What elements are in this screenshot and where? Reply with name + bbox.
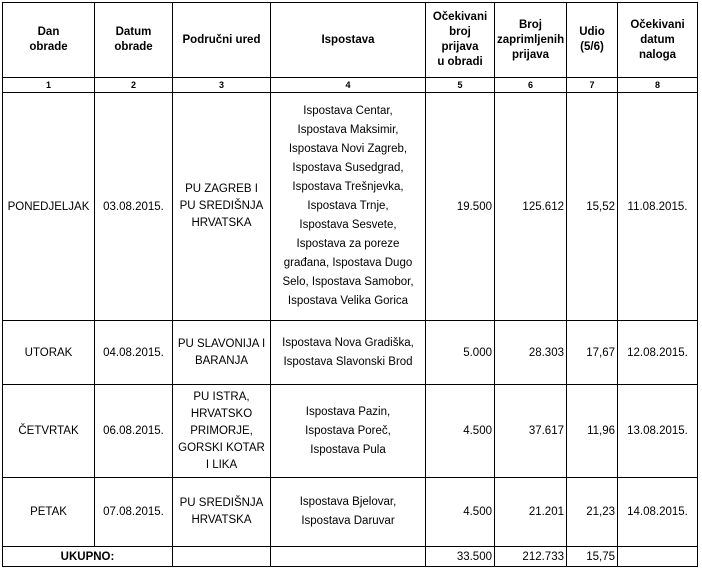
header-cell-udio [567,3,618,78]
ocekivani-cell: 19.500 [426,93,495,321]
text-line: (5/6) [580,41,604,53]
text-line: Ispostava Pazin, [305,405,391,418]
ocekivani-cell: 4.500 [426,478,495,547]
column-number: 1 [3,78,95,93]
text-line: Ispostava Nova Gradiška, [282,336,414,349]
udio-cell: 15,52 [567,93,618,321]
udio-cell: 21,23 [567,478,618,547]
ured-lines [175,336,268,370]
text-line: I LIKA [205,458,238,471]
text-line: PU ISTRA, [193,390,250,403]
ispostava-lines [273,403,423,460]
datum-naloga-cell: 14.08.2015. [618,478,698,547]
udio-cell: 11,96 [567,385,618,478]
dan-cell: UTORAK [3,321,95,385]
text-line: Selo, Ispostava Samobor, [282,276,414,288]
ispostava-lines [273,334,423,372]
ured-lines [175,495,268,529]
ispostava-cell [271,93,426,321]
datum-cell: 07.08.2015. [95,478,173,547]
ispostava-cell [271,478,426,547]
text-line: Ispostava Velika Gorica [287,295,409,307]
text-line: građana, Ispostava Dugo [283,257,413,269]
text-line: Ispostava Poreč, [305,424,391,437]
text-line: Ispostava Slavonski Brod [283,355,413,368]
header-lines [620,18,695,63]
ispostava-lines [273,493,423,531]
text-line: Ispostava Bjelovar, [299,496,397,508]
datum-naloga-cell: 13.08.2015. [618,385,698,478]
header-lines [428,10,492,70]
ured-cell [173,93,271,321]
text-line: PRIMORJE, [190,424,253,437]
text-line: Očekivani [432,11,488,23]
text-line: BARANJA [194,354,249,367]
total-empty-cell [618,547,698,567]
ured-cell [173,478,271,547]
datum-cell: 06.08.2015. [95,385,173,478]
column-number: 8 [618,78,698,93]
total-empty-cell [173,547,271,567]
text-line: Ispostava [321,33,375,46]
text-line: HRVATSKO [190,407,253,420]
text-line: datum [640,33,675,46]
header-lines [97,25,170,55]
zaprimljeno-cell: 37.617 [495,385,567,478]
total-udio: 15,75 [567,547,618,567]
header-lines [497,18,564,63]
header-cell-ispostava [271,3,426,78]
text-line: Datum [115,26,152,38]
text-line: prijava [511,48,550,61]
total-empty-cell [271,547,426,567]
text-line: PU ZAGREB I [185,183,258,195]
header-lines [273,33,423,48]
schedule-table [2,2,698,567]
text-line: Područni ured [182,33,261,46]
header-lines [5,25,92,55]
header-lines [569,25,615,55]
datum-cell: 03.08.2015. [95,93,173,321]
text-line: Ispostava za poreze [296,238,400,250]
text-line: PU SREDIŠNJA [179,497,264,509]
ispostava-cell [271,321,426,385]
text-line: PU SLAVONIJA I [177,337,266,350]
udio-cell: 17,67 [567,321,618,385]
text-line: Ispostava Sesvete, [299,219,397,231]
total-label: UKUPNO: [3,547,173,567]
dan-cell: PETAK [3,478,95,547]
text-line: Ispostava Susedgrad, [292,162,404,174]
datum-naloga-cell: 11.08.2015. [618,93,698,321]
text-line: PU SREDIŠNJA [179,200,264,212]
ured-cell [173,385,271,478]
text-line: Očekivani [630,18,685,31]
table-row [3,93,698,321]
total-zaprimljeno: 212.733 [495,547,567,567]
text-line: HRVATSKA [191,217,252,229]
zaprimljeno-cell: 28.303 [495,321,567,385]
header-cell-datum [95,3,173,78]
text-line: Ispostava Maksimir, [297,124,399,136]
text-line: Ispostava Novi Zagreb, [288,143,408,155]
text-line: Ispostava Trnje, [307,200,389,212]
text-line: Udio [579,26,605,38]
text-line: Ispostava Trešnjevka, [292,181,404,193]
text-line: broj [449,26,471,38]
table-row [3,385,698,478]
datum-naloga-cell: 12.08.2015. [618,321,698,385]
text-line: Ispostava Centar, [303,105,393,117]
column-number: 4 [271,78,426,93]
dan-cell: ČETVRTAK [3,385,95,478]
text-line: obrade [114,41,153,53]
text-line: prijava [441,41,479,53]
dan-cell: PONEDJELJAK [3,93,95,321]
ispostava-cell [271,385,426,478]
total-ocekivani: 33.500 [426,547,495,567]
column-number-row [3,78,698,93]
text-line: Dan [37,26,60,38]
column-number: 2 [95,78,173,93]
text-line: u obradi [437,56,483,68]
text-line: HRVATSKA [191,514,252,526]
text-line: Ispostava Daruvar [301,515,395,527]
text-line: zaprimljenih [497,33,565,46]
ured-cell [173,321,271,385]
total-row [3,547,698,567]
table-row [3,478,698,547]
text-line: obrade [29,41,68,53]
header-cell-ocekivani [426,3,495,78]
datum-cell: 04.08.2015. [95,321,173,385]
column-number: 3 [173,78,271,93]
header-cell-datum-naloga [618,3,698,78]
ocekivani-cell: 5.000 [426,321,495,385]
header-lines [175,33,268,48]
zaprimljeno-cell: 125.612 [495,93,567,321]
ocekivani-cell: 4.500 [426,385,495,478]
zaprimljeno-cell: 21.201 [495,478,567,547]
header-cell-zaprimljeno [495,3,567,78]
text-line: GORSKI KOTAR [178,441,265,454]
ured-lines [175,181,268,232]
table-row [3,321,698,385]
header-cell-dan [3,3,95,78]
ured-lines [175,389,268,474]
header-row [3,3,698,78]
text-line: naloga [638,48,677,61]
column-number: 5 [426,78,495,93]
ispostava-lines [273,102,423,311]
text-line: Broj [519,18,542,31]
header-cell-ured [173,3,271,78]
column-number: 7 [567,78,618,93]
column-number: 6 [495,78,567,93]
text-line: Ispostava Pula [310,443,386,456]
